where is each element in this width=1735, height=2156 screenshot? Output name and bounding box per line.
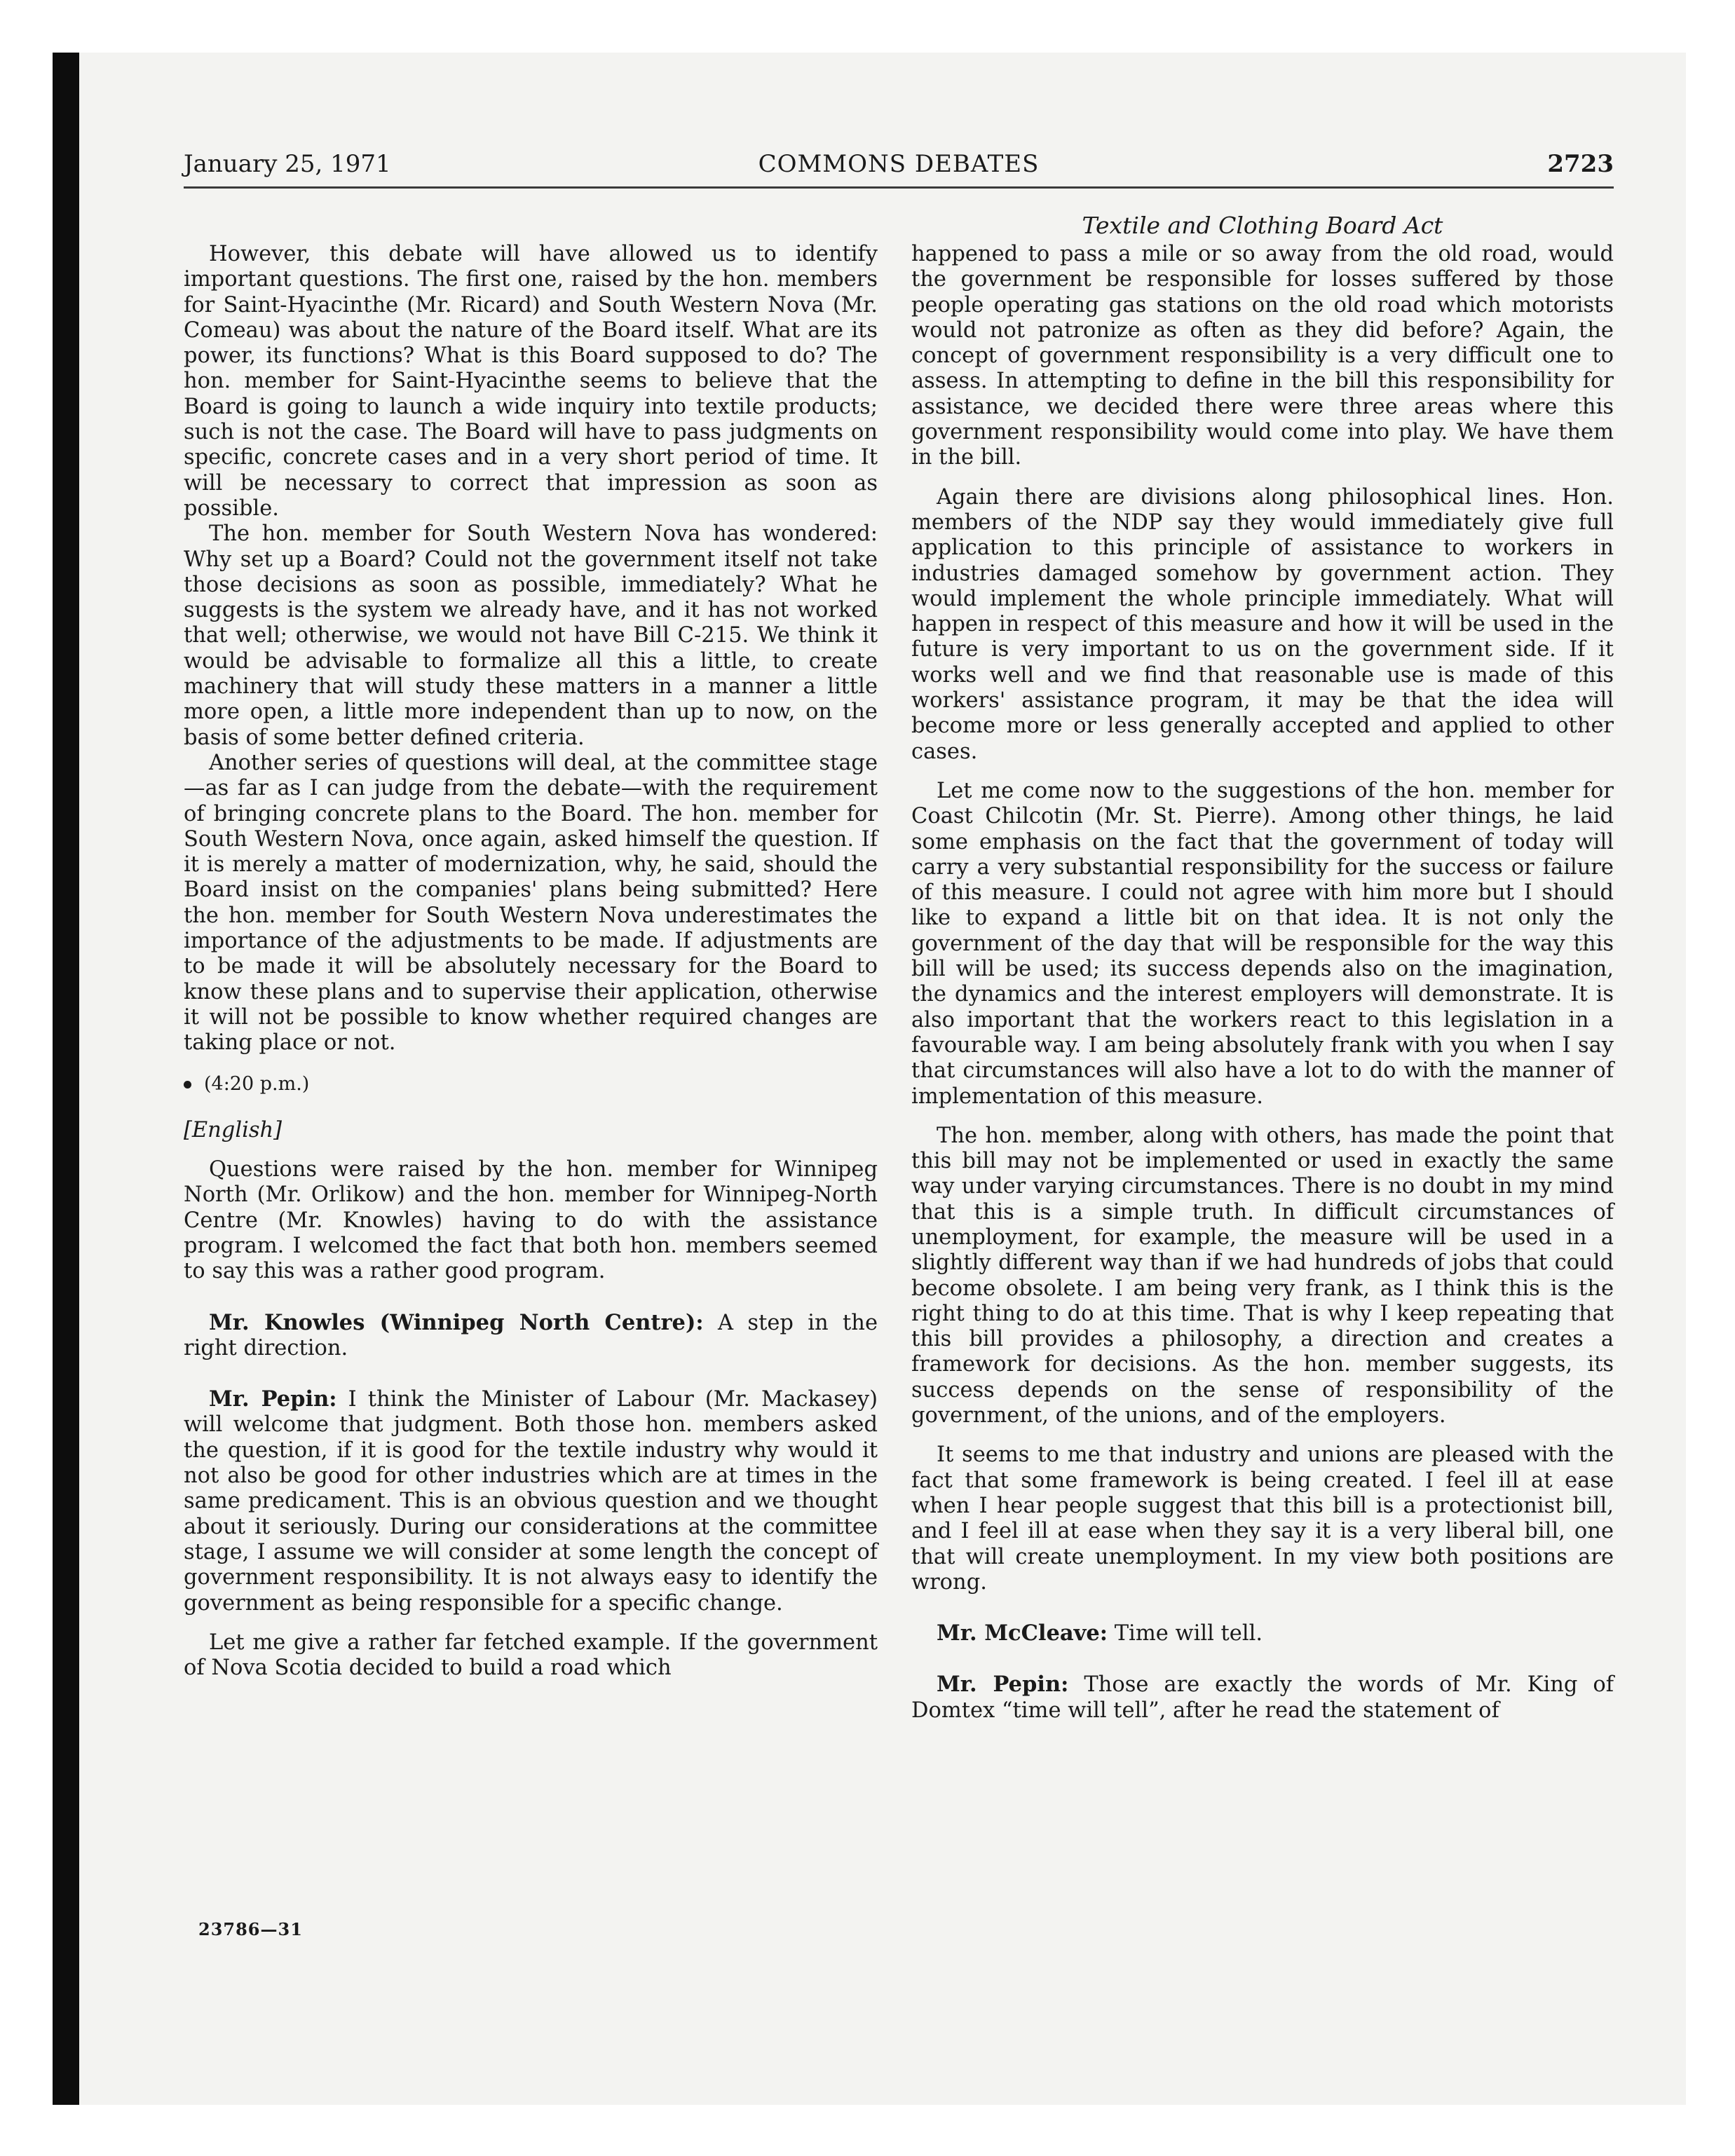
left-paragraph-3: Another series of questions will deal, at the committee stage—as far as I can judge from the debate—with the requirement of bringing concrete plans to the Board. The hon. member for South Western Nova, once again, asked himself the question. If it is merely a matter of modernization, why, he said, should the Board insist on the companies' plans being submitted? Here the hon. member for South Western Nova underestimates the importance of the adjustments to be made. If adjustments are to be made it will be absolutely necessary for the Board to know these plans and to supervise their application, otherwise it will not be possible to know whether required changes are taking place or not. [184, 750, 878, 1056]
right-paragraph-5: It seems to me that industry and unions are pleased with the fact that some framework is being created. I feel ill at ease when I hear people suggest that this bill is a protectionist bill, and I feel ill at ease when they say it is a very liberal bill, one that will create unemployment. In my view both positions are wrong. [911, 1442, 1614, 1595]
left-column [184, 242, 878, 1681]
speech-text: Time will tell. [1114, 1621, 1263, 1646]
right-column [911, 242, 1614, 1724]
right-paragraph-4: The hon. member, along with others, has made the point that this bill may not be implemented or used in exactly the same way under varying circumstances. There is no doubt in my mind that this is a simple truth. In difficult circumstances of unemployment, for example, the measure will be used in a slightly different way than if we had hundreds of jobs that could become obsolete. I am being very frank, as I think this is the right thing to do at this time. That is why I keep repeating that this bill provides a philosophy, a direction and creates a framework for decisions. As the hon. member suggests, its success depends on the sense of responsibility of the government, of the unions, and of the employers. [911, 1123, 1614, 1428]
header-publication: COMMONS DEBATES [758, 150, 1040, 178]
language-marker: [English] [184, 1117, 283, 1142]
header-page-number: 2723 [1547, 150, 1614, 178]
speaker-name: Mr. Pepin: [209, 1386, 337, 1412]
page-header [184, 147, 1614, 189]
right-paragraph-2: Again there are divisions along philosophical lines. Hon. members of the NDP say they would immediately give full application to this principle of assistance to workers in industries damaged somehow by government action. They would implement the whole principle immediately. What will happen in respect of this measure and how it will be used in the future is very important to us on the government side. If it works well and we find that reasonable use is made of this workers' assistance program, it may be that the idea will become more or less generally accepted and applied to other cases. [911, 484, 1614, 764]
running-title: Textile and Clothing Board Act [1082, 212, 1443, 239]
knowles-intervention [184, 1310, 878, 1362]
header-date: January 25, 1971 [184, 150, 391, 178]
speaker-name: Mr. Knowles (Winnipeg North Centre): [209, 1309, 704, 1335]
pepin-second-intervention [911, 1672, 1614, 1724]
left-paragraph-4: Questions were raised by the hon. member for Winnipeg North (Mr. Orlikow) and the hon. member for Winnipeg-North Centre (Mr. Knowles) having to do with the assistance program. I welcomed the fact that both hon. members seemed to say this was a rather good program. [184, 1157, 878, 1284]
mccleave-intervention [911, 1621, 1614, 1646]
speech-text: I think the Minister of Labour (Mr. Mackasey) will welcome that judgment. Both those hon. members asked the question, if it is good for the textile industry why would it not also be good for other industries which are at times in the same predicament. This is an obvious question and we thought about it seriously. During our considerations at the committee stage, I assume we will consider at some length the concept of government responsibility. It is not always easy to identify the government as being responsible for a specific change. [184, 1387, 878, 1616]
pepin-intervention [184, 1386, 878, 1616]
speech-text: A step in the right direction. [184, 1310, 878, 1360]
right-paragraph-3: Let me come now to the suggestions of the hon. member for Coast Chilcotin (Mr. St. Pierre). Among other things, he laid some emphasis on the fact that the government of today will carry a very substantial responsibility for the success or failure of this measure. I could not agree with him more but I should like to expand a little bit on that idea. It is not only the government of the day that will be responsible for the way this bill will be used; its success depends also on the imagination, the dynamics and the interest employers will demonstrate. It is also important that the workers react to this legislation in a favourable way. I am being absolutely frank with you when I say that circumstances will also have a lot to do with the manner of implementation of this measure. [911, 778, 1614, 1109]
timestamp [184, 1072, 878, 1097]
speaker-name: Mr. Pepin: [937, 1672, 1069, 1698]
bullet-icon [184, 1081, 191, 1089]
right-paragraph-1: happened to pass a mile or so away from the old road, would the government be responsible for losses suffered by those people operating gas stations on the old road which motorists would not patronize as often as they did before? Again, the concept of government responsibility is a very difficult one to assess. In attempting to define in the bill this responsibility for assistance, we decided there were three areas where this government responsibility would come into play. We have them in the bill. [911, 242, 1614, 470]
scan-binding-edge [53, 53, 79, 2105]
speaker-name: Mr. McCleave: [937, 1621, 1108, 1646]
left-paragraph-2: The hon. member for South Western Nova has wondered: Why set up a Board? Could not the government itself not take those decisions as soon as possible, immediately? What he suggests is the system we already have, and it has not worked that well; otherwise, we would not have Bill C-215. We think it would be advisable to formalize all this a little, to create machinery that will study these matters in a manner a little more open, a little more independent than up to now, on the basis of some better defined criteria. [184, 521, 878, 750]
left-paragraph-1: However, this debate will have allowed us to identify important questions. The first one, raised by the hon. members for Saint-Hyacinthe (Mr. Ricard) and South Western Nova (Mr. Comeau) was about the nature of the Board itself. What are its power, its functions? What is this Board supposed to do? The hon. member for Saint-Hyacinthe seems to believe that the Board is going to launch a wide inquiry into textile products; such is not the case. The Board will have to pass judgments on specific, concrete cases and in a very short period of time. It will be necessary to correct that impression as soon as possible. [184, 242, 878, 521]
print-code: 23786—31 [198, 1919, 303, 1939]
speech-text: Those are exactly the words of Mr. King of Domtex “time will tell”, after he read the statement of [911, 1672, 1614, 1723]
left-paragraph-5: Let me give a rather far fetched example. If the government of Nova Scotia decided to build a road which [184, 1630, 878, 1681]
timestamp-text: (4:20 p.m.) [204, 1072, 310, 1095]
